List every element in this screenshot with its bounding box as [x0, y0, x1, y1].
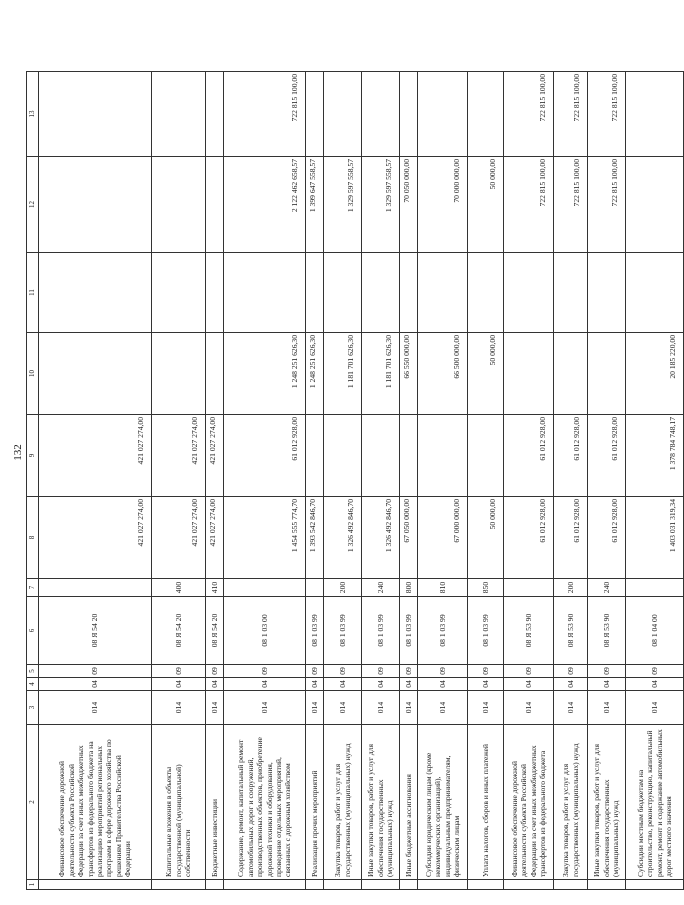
expense-type-code: 800	[400, 579, 418, 597]
amount-col-10	[504, 333, 554, 415]
amount-col-12: 50 000,00	[468, 157, 504, 253]
amount-col-11	[306, 253, 324, 333]
amount-col-8: 421 027 274,00	[206, 497, 224, 579]
expense-type-code: 850	[468, 579, 504, 597]
amount-col-9: 421 027 274,00	[39, 415, 152, 497]
grbs-code: 014	[39, 691, 152, 725]
amount-col-11	[362, 253, 400, 333]
table-row	[206, 72, 224, 890]
amount-col-10: 1 248 251 626,30	[224, 333, 306, 415]
item-name: Финансовое обеспечение дорожной деятельности субъекта Российской Федерации за счет иных межбюджетных трансфертов из федерального бюджета на реализацию мероприятий региональных программ в сфере дорожного хозяйства по решениям Правительства Российской Федерации	[39, 725, 152, 880]
row-marker-cell	[400, 880, 418, 890]
item-name: Иные закупки товаров, работ и услуг для обеспечения государственных (муниципальных) нужд	[588, 725, 626, 880]
expense-type-code: 240	[362, 579, 400, 597]
amount-col-11	[324, 253, 362, 333]
amount-col-13: 722 815 100,00	[554, 72, 588, 157]
table-row	[306, 72, 324, 890]
amount-col-13	[362, 72, 400, 157]
col-num-9: 9	[27, 415, 39, 497]
amount-col-10: 1 248 251 626,30	[306, 333, 324, 415]
row-marker-cell	[224, 880, 306, 890]
table-row	[324, 72, 362, 890]
grbs-code: 014	[418, 691, 468, 725]
item-name: Финансовое обеспечение дорожной деятельности субъекта Российской Федерации за счет иных межбюджетных трансфертов из федерального бюджета	[504, 725, 554, 880]
amount-col-10	[39, 333, 152, 415]
table-row	[504, 72, 554, 890]
amount-col-10: 50 000,00	[468, 333, 504, 415]
subsection-code: 09	[206, 665, 224, 678]
page-number: 132	[12, 444, 24, 461]
section-code: 04	[588, 678, 626, 691]
expense-type-code	[504, 579, 554, 597]
item-name: Реализация прочих мероприятий	[306, 725, 324, 880]
amount-col-9: 61 012 928,00	[554, 415, 588, 497]
expense-type-code	[626, 579, 684, 597]
amount-col-13	[206, 72, 224, 157]
amount-col-11	[554, 253, 588, 333]
amount-col-12: 70 050 000,00	[400, 157, 418, 253]
row-marker-cell	[362, 880, 400, 890]
row-marker-cell	[554, 880, 588, 890]
amount-col-8: 61 012 928,00	[554, 497, 588, 579]
table-row	[39, 72, 152, 890]
subsection-code: 09	[152, 665, 206, 678]
target-article-code: 08 1 03 99	[418, 597, 468, 665]
amount-col-11	[400, 253, 418, 333]
target-article-code: 08 Я 54 20	[39, 597, 152, 665]
amount-col-13	[39, 72, 152, 157]
expense-type-code: 410	[206, 579, 224, 597]
amount-col-12	[206, 157, 224, 253]
row-marker-cell	[626, 880, 684, 890]
amount-col-12: 2 122 462 658,57	[224, 157, 306, 253]
amount-col-8: 421 027 274,00	[39, 497, 152, 579]
target-article-code: 08 1 03 99	[362, 597, 400, 665]
col-num-8: 8	[27, 497, 39, 579]
amount-col-13: 722 815 100,00	[224, 72, 306, 157]
amount-col-8: 50 000,00	[468, 497, 504, 579]
table-body	[27, 72, 684, 890]
row-marker-cell	[418, 880, 468, 890]
amount-col-8: 1 326 492 846,70	[362, 497, 400, 579]
subsection-code: 09	[468, 665, 504, 678]
col-num-4: 4	[27, 678, 39, 691]
amount-col-12: 722 815 100,00	[554, 157, 588, 253]
subsection-code: 09	[306, 665, 324, 678]
item-name: Субсидии юридическим лицам (кроме некоммерческих организаций), индивидуальным предпринимателям, физическим лицам	[418, 725, 468, 880]
amount-col-10: 66 500 000,00	[418, 333, 468, 415]
subsection-code: 09	[418, 665, 468, 678]
amount-col-10: 20 185 220,00	[626, 333, 684, 415]
section-code: 04	[362, 678, 400, 691]
amount-col-9: 61 012 928,00	[504, 415, 554, 497]
amount-col-10	[554, 333, 588, 415]
table-row	[418, 72, 468, 890]
budget-table	[26, 71, 684, 890]
amount-col-9: 61 012 928,00	[224, 415, 306, 497]
col-num-5: 5	[27, 665, 39, 678]
amount-col-12	[39, 157, 152, 253]
target-article-code: 08 Я 54 20	[152, 597, 206, 665]
table-row	[400, 72, 418, 890]
amount-col-9	[400, 415, 418, 497]
grbs-code: 014	[224, 691, 306, 725]
item-name: Уплата налогов, сборов и иных платежей	[468, 725, 504, 880]
amount-col-9: 1 378 784 748,17	[626, 415, 684, 497]
col-num-3: 3	[27, 691, 39, 725]
amount-col-11	[588, 253, 626, 333]
item-name: Закупка товаров, работ и услуг для государственных (муниципальных) нужд	[324, 725, 362, 880]
amount-col-13: 722 815 100,00	[504, 72, 554, 157]
item-name: Содержание, ремонт, капитальный ремонт автомобильных дорог и сооружений, производственных объектов, приобретение дорожной техники и оборудования, проведение отдельных мероприятий, связанных с дорожным хозяйством	[224, 725, 306, 880]
section-code: 04	[152, 678, 206, 691]
row-marker-cell	[588, 880, 626, 890]
amount-col-8: 421 027 274,00	[152, 497, 206, 579]
amount-col-13	[468, 72, 504, 157]
grbs-code: 014	[504, 691, 554, 725]
col-num-7: 7	[27, 579, 39, 597]
grbs-code: 014	[554, 691, 588, 725]
amount-col-13	[418, 72, 468, 157]
amount-col-9	[362, 415, 400, 497]
amount-col-8: 67 000 000,00	[418, 497, 468, 579]
subsection-code: 09	[324, 665, 362, 678]
amount-col-12	[152, 157, 206, 253]
amount-col-13	[306, 72, 324, 157]
row-marker-cell	[39, 880, 152, 890]
expense-type-code: 240	[588, 579, 626, 597]
target-article-code: 08 Я 53 90	[554, 597, 588, 665]
amount-col-8: 61 012 928,00	[588, 497, 626, 579]
target-article-code: 08 1 04 00	[626, 597, 684, 665]
expense-type-code: 200	[324, 579, 362, 597]
table-row	[468, 72, 504, 890]
item-name: Иные бюджетные ассигнования	[400, 725, 418, 880]
grbs-code: 014	[324, 691, 362, 725]
amount-col-8: 1 403 031 319,34	[626, 497, 684, 579]
subsection-code: 09	[588, 665, 626, 678]
grbs-code: 014	[468, 691, 504, 725]
amount-col-9: 61 012 928,00	[588, 415, 626, 497]
item-name: Бюджетные инвестиции	[206, 725, 224, 880]
item-name: Иные закупки товаров, работ и услуг для обеспечения государственных (муниципальных) нужд	[362, 725, 400, 880]
col-num-13: 13	[27, 72, 39, 157]
subsection-code: 09	[39, 665, 152, 678]
subsection-code: 09	[224, 665, 306, 678]
target-article-code: 08 Я 53 90	[504, 597, 554, 665]
column-number-row	[27, 72, 39, 890]
amount-col-9	[324, 415, 362, 497]
table-row	[224, 72, 306, 890]
amount-col-12: 722 815 100,00	[504, 157, 554, 253]
amount-col-8: 61 012 928,00	[504, 497, 554, 579]
amount-col-9	[468, 415, 504, 497]
amount-col-9	[418, 415, 468, 497]
section-code: 04	[468, 678, 504, 691]
section-code: 04	[39, 678, 152, 691]
table-row	[588, 72, 626, 890]
target-article-code: 08 1 03 00	[224, 597, 306, 665]
grbs-code: 014	[306, 691, 324, 725]
amount-col-13	[626, 72, 684, 157]
col-num-12: 12	[27, 157, 39, 253]
subsection-code: 09	[362, 665, 400, 678]
expense-type-code: 200	[554, 579, 588, 597]
section-code: 04	[400, 678, 418, 691]
item-name: Капитальные вложения в объекты государственной (муниципальной) собственности	[152, 725, 206, 880]
target-article-code: 08 Я 54 20	[206, 597, 224, 665]
amount-col-8: 1 326 492 846,70	[324, 497, 362, 579]
amount-col-9	[306, 415, 324, 497]
expense-type-code: 400	[152, 579, 206, 597]
amount-col-12: 1 329 597 558,57	[324, 157, 362, 253]
expense-type-code	[39, 579, 152, 597]
col-num-11: 11	[27, 253, 39, 333]
item-name: Закупка товаров, работ и услуг для государственных (муниципальных) нужд	[554, 725, 588, 880]
section-code: 04	[626, 678, 684, 691]
table-row	[554, 72, 588, 890]
grbs-code: 014	[152, 691, 206, 725]
amount-col-12: 1 399 647 558,57	[306, 157, 324, 253]
grbs-code: 014	[588, 691, 626, 725]
amount-col-10	[206, 333, 224, 415]
item-name: Субсидии местным бюджетам на строительство, реконструкцию, капитальный ремонт, ремонт и содержание автомобильных дорог местного значения	[626, 725, 684, 880]
grbs-code: 014	[206, 691, 224, 725]
amount-col-8: 67 050 000,00	[400, 497, 418, 579]
grbs-code: 014	[362, 691, 400, 725]
subsection-code: 09	[400, 665, 418, 678]
amount-col-11	[224, 253, 306, 333]
amount-col-12: 70 000 000,00	[418, 157, 468, 253]
row-marker-cell	[468, 880, 504, 890]
target-article-code: 08 Я 53 90	[588, 597, 626, 665]
section-code: 04	[306, 678, 324, 691]
amount-col-9: 421 027 274,00	[152, 415, 206, 497]
expense-type-code: 810	[418, 579, 468, 597]
section-code: 04	[324, 678, 362, 691]
section-code: 04	[554, 678, 588, 691]
subsection-code: 09	[626, 665, 684, 678]
target-article-code: 08 1 03 99	[306, 597, 324, 665]
expense-type-code	[306, 579, 324, 597]
col-num-10: 10	[27, 333, 39, 415]
amount-col-11	[504, 253, 554, 333]
amount-col-12: 1 329 597 558,57	[362, 157, 400, 253]
amount-col-11	[418, 253, 468, 333]
col-num-2: 2	[27, 725, 39, 880]
amount-col-11	[626, 253, 684, 333]
section-code: 04	[224, 678, 306, 691]
row-marker-cell	[152, 880, 206, 890]
amount-col-10: 1 181 701 626,30	[362, 333, 400, 415]
amount-col-13	[400, 72, 418, 157]
row-marker-cell	[504, 880, 554, 890]
amount-col-11	[152, 253, 206, 333]
section-code: 04	[418, 678, 468, 691]
amount-col-9: 421 027 274,00	[206, 415, 224, 497]
amount-col-13	[324, 72, 362, 157]
row-marker-cell	[324, 880, 362, 890]
section-code: 04	[504, 678, 554, 691]
row-marker-cell	[306, 880, 324, 890]
target-article-code: 08 1 03 99	[468, 597, 504, 665]
amount-col-11	[468, 253, 504, 333]
row-marker-cell	[206, 880, 224, 890]
amount-col-10	[152, 333, 206, 415]
amount-col-8: 1 454 555 774,70	[224, 497, 306, 579]
amount-col-13: 722 815 100,00	[588, 72, 626, 157]
table-row	[626, 72, 684, 890]
table-row	[362, 72, 400, 890]
subsection-code: 09	[554, 665, 588, 678]
target-article-code: 08 1 03 99	[324, 597, 362, 665]
amount-col-10	[588, 333, 626, 415]
target-article-code: 08 1 03 99	[400, 597, 418, 665]
table-row	[152, 72, 206, 890]
grbs-code: 014	[626, 691, 684, 725]
section-code: 04	[206, 678, 224, 691]
amount-col-10: 66 550 000,00	[400, 333, 418, 415]
amount-col-10: 1 181 701 626,30	[324, 333, 362, 415]
amount-col-12	[626, 157, 684, 253]
subsection-code: 09	[504, 665, 554, 678]
col-num-1: 1	[27, 880, 39, 890]
amount-col-12: 722 815 100,00	[588, 157, 626, 253]
amount-col-11	[206, 253, 224, 333]
amount-col-8: 1 393 542 846,70	[306, 497, 324, 579]
amount-col-13	[152, 72, 206, 157]
expense-type-code	[224, 579, 306, 597]
col-num-6: 6	[27, 597, 39, 665]
grbs-code: 014	[400, 691, 418, 725]
amount-col-11	[39, 253, 152, 333]
